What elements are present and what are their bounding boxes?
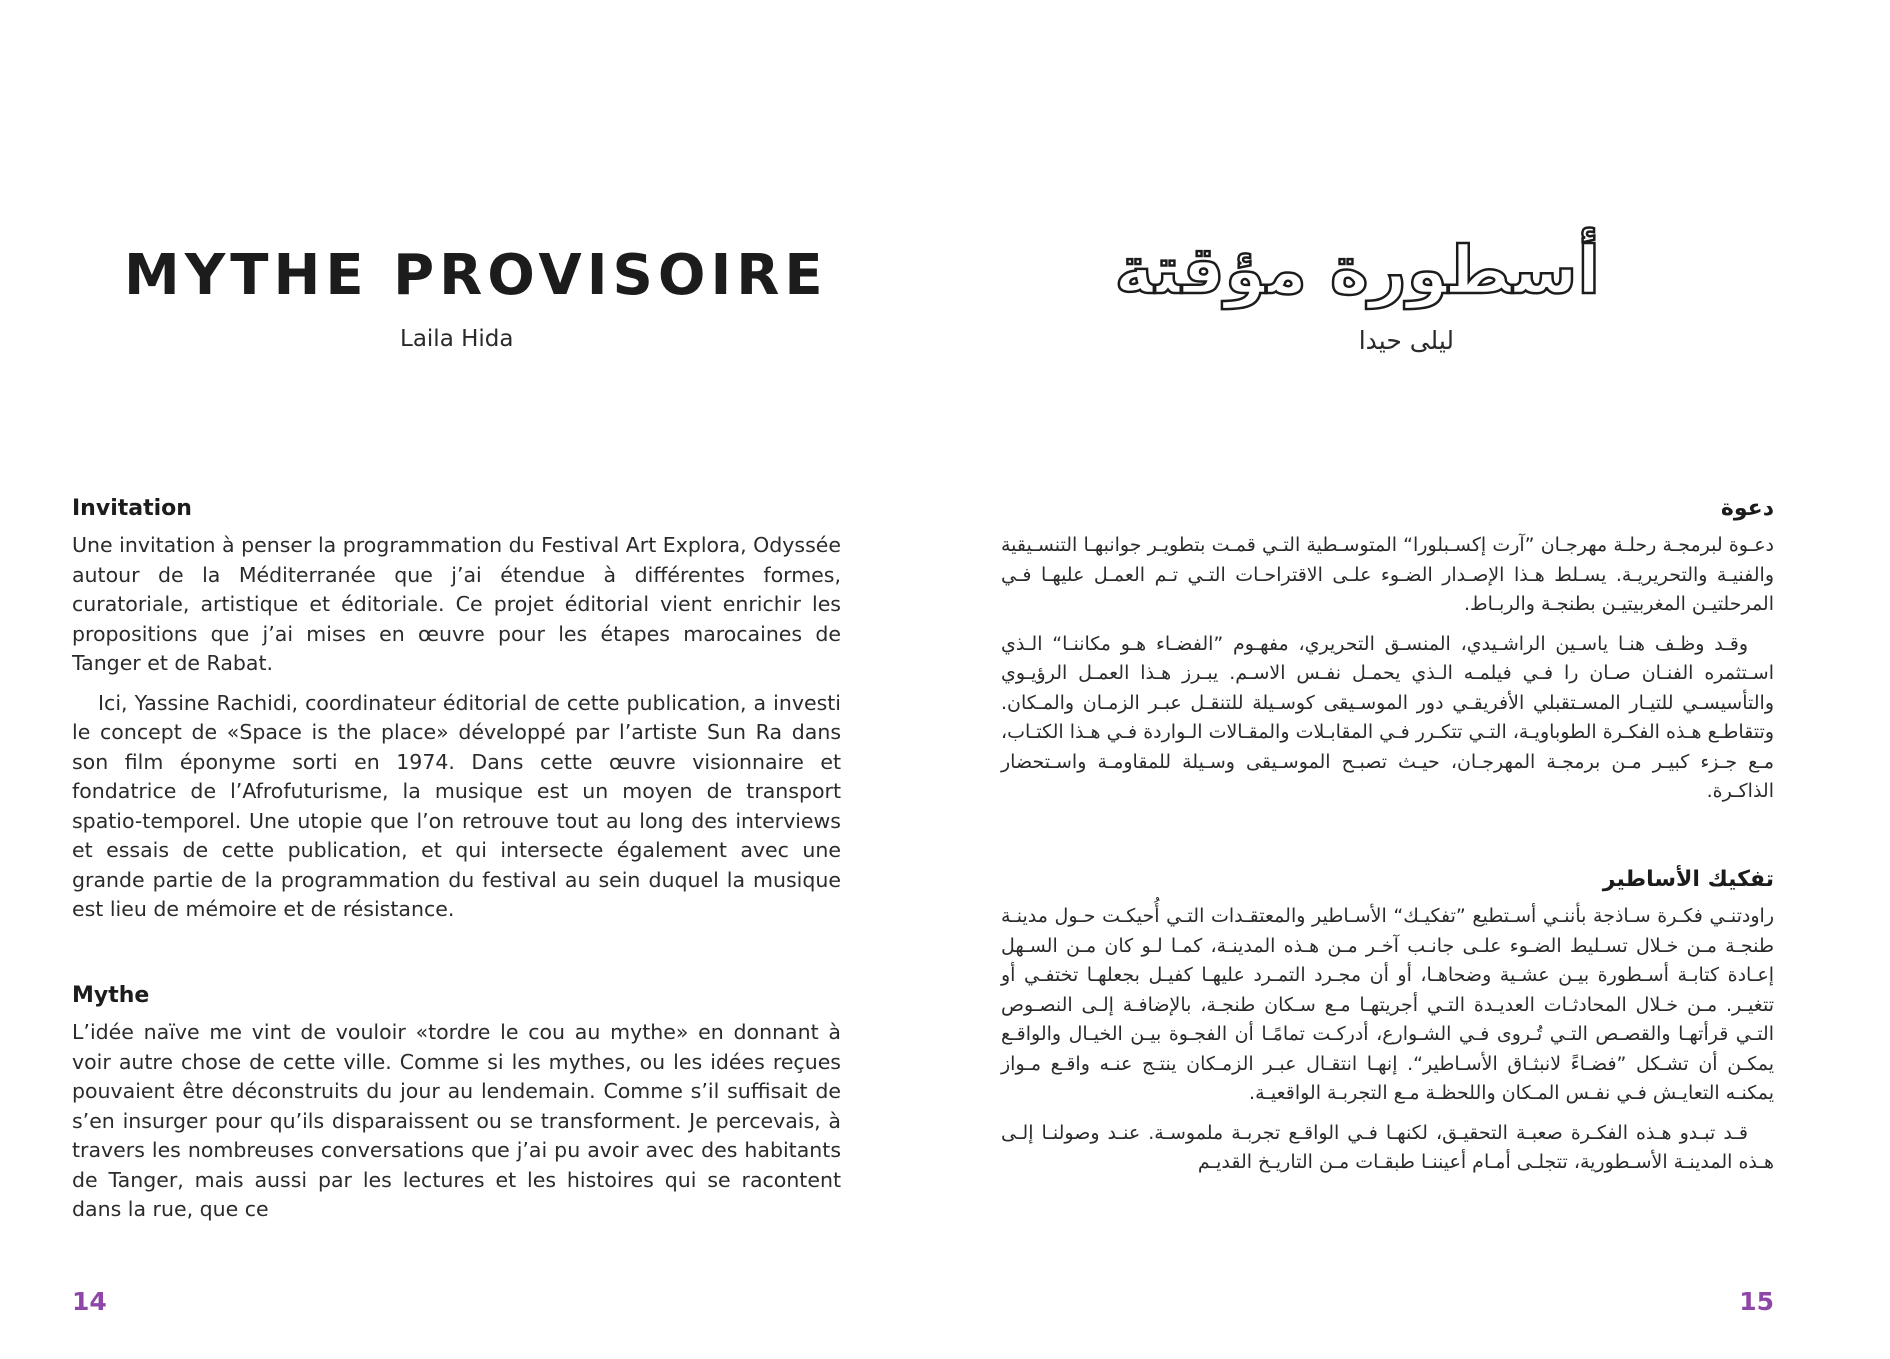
paragraph: دعـوة لبرمجـة رحلـة مهرجـان ”آرت إكسـبلورا“ المتوسـطية التـي قمـت بتطويـر جوانبهـا التنسـيقية والفنيـة والتحريريـة. يسـلط هـذا الإصـدار الضـوء علـى الاقتراحـات التـي تـم العمـل عليهـا فـي المرحلتيـن المغربيتيـن بطنجـة والربـاط.: [1001, 534, 1774, 615]
page-title-arabic: أسطورة مؤقتة: [1114, 232, 1600, 309]
author-name: Laila Hida: [400, 326, 514, 352]
page-number: 14: [72, 1287, 107, 1316]
section-dawa: [1001, 496, 1774, 807]
paragraph: وقـد وظـف هنـا ياسـين الراشـيدي، المنسـق التحريري، مفهـوم ”الفضـاء هـو مكاننـا“ الـذي اسـتثمره الفنـان صـان را فـي فيلمـه الـذي يحمـل نفـس الاسـم. يبـرز هـذا العمـل الرؤيـوي والتأسيسـي للتيـار المسـتقبلي الأفريقـي دور الموسـيقى كوسـيلة للتنقـل عبـر الزمـان والمـكان. وتتقاطـع هـذه الفكـرة الطوباويـة، التـي تتكـرر فـي المقابـلات والمقـالات الـواردة فـي هـذا الكتـاب، مـع جـزء كبيـر مـن برمجـة المهرجـان، حيـث تصبـح الموسـيقى وسـيلة للمقاومـة واسـتحضار الذاكـرة.: [1001, 632, 1774, 802]
paragraph: راودتنـي فكـرة سـاذجة بأننـي أسـتطيع ”تفكيـك“ الأسـاطير والمعتقـدات التـي أُحيكـت حـول مدينـة طنجـة مـن خـلال تسـليط الضـوء علـى جانـب آخـر مـن هـذه المدينـة، كمـا لـو كان مـن السـهل إعـادة كتابـة أسـطورة بيـن عشـية وضحاهـا، أو أن مجـرد التمـرد عليهـا كفيـل بجعلهـا تختفـي أو تتغيـر. مـن خـلال المحادثـات العديـدة التـي أجريتهـا مـع سـكان طنجـة، بالإضافـة إلـى النصـوص التـي قرأتهـا والقصـص التـي تُـروى فـي الشـوارع، أدركـت تمامًـا أن الفجـوة بيـن الخيـال والواقـع يمكـن أن تشـكل ”فضـاءً لانبثـاق الأسـاطير“. إنهـا انتقـال عبـر الزمـكان ينتـج عنـه واقـع مـواز يمكنـه التعايـش فـي نفـس المـكان واللحظـة مـع التجربـة الواقعيـة.: [1001, 905, 1774, 1104]
right-page: [945, 0, 1890, 1359]
section-heading: Mythe: [72, 983, 150, 1008]
section-heading: دعوة: [1720, 496, 1774, 521]
paragraph: Une invitation à penser la programmation du Festival Art Explora, Odyssée autour de la Méditerranée que j’ai étendue à différentes formes, curatoriale, artistique et éditoriale. Ce projet éditorial vient enrichir les propositions que j’ai mises en œuvre pour les étapes marocaines de Tanger et de Rabat.: [72, 533, 841, 675]
page-title: MYTHE PROVISOIRE: [124, 243, 828, 308]
section-mythe: [72, 983, 841, 1225]
paragraph: L’idée naïve me vint de vouloir «tordre le cou au mythe» en donnant à voir autre chose de cette ville. Comme si les mythes, ou les idées reçues pouvaient être déconstruits du jour au lendemain. Comme s’il suffisait de s’en insurger pour qu’ils disparaissent ou se transforment. Je percevais, à travers les nombreuses conversations que j’ai pu avoir avec des habitants de Tanger, mais aussi par les lectures et les histoires qui se racontent dans la rue, que ce: [72, 1020, 841, 1221]
paragraph: Ici, Yassine Rachidi, coordinateur éditorial de cette publication, a investi le concept de «Space is the place» développé par l’artiste Sun Ra dans son film éponyme sorti en 1974. Dans cette œuvre visionnaire et fondatrice de l’Afrofuturisme, la musique est un moyen de transport spatio-temporel. Une utopie que l’on retrouve tout au long des interviews et essais de cette publication, et qui intersecte également avec une grande partie de la programmation du festival au sein duquel la musique est lieu de mémoire et de résistance.: [72, 690, 841, 921]
paragraph: قـد تبـدو هـذه الفكـرة صعبـة التحقيـق، لكنهـا فـي الواقـع تجربـة ملموسـة. عنـد وصولنـا إلـى هـذه المدينـة الأسـطورية، تتجلـى أمـام أعيننـا طبقـات مـن التاريـخ القديـم: [1001, 1121, 1774, 1173]
author-name-arabic: ليلى حيدا: [1358, 326, 1454, 355]
section-invitation: [72, 496, 841, 925]
section-tafkik: [1001, 867, 1774, 1178]
section-heading: تفكيك الأساطير: [1602, 867, 1774, 892]
section-heading: Invitation: [72, 496, 192, 521]
page-number: 15: [1739, 1287, 1774, 1316]
